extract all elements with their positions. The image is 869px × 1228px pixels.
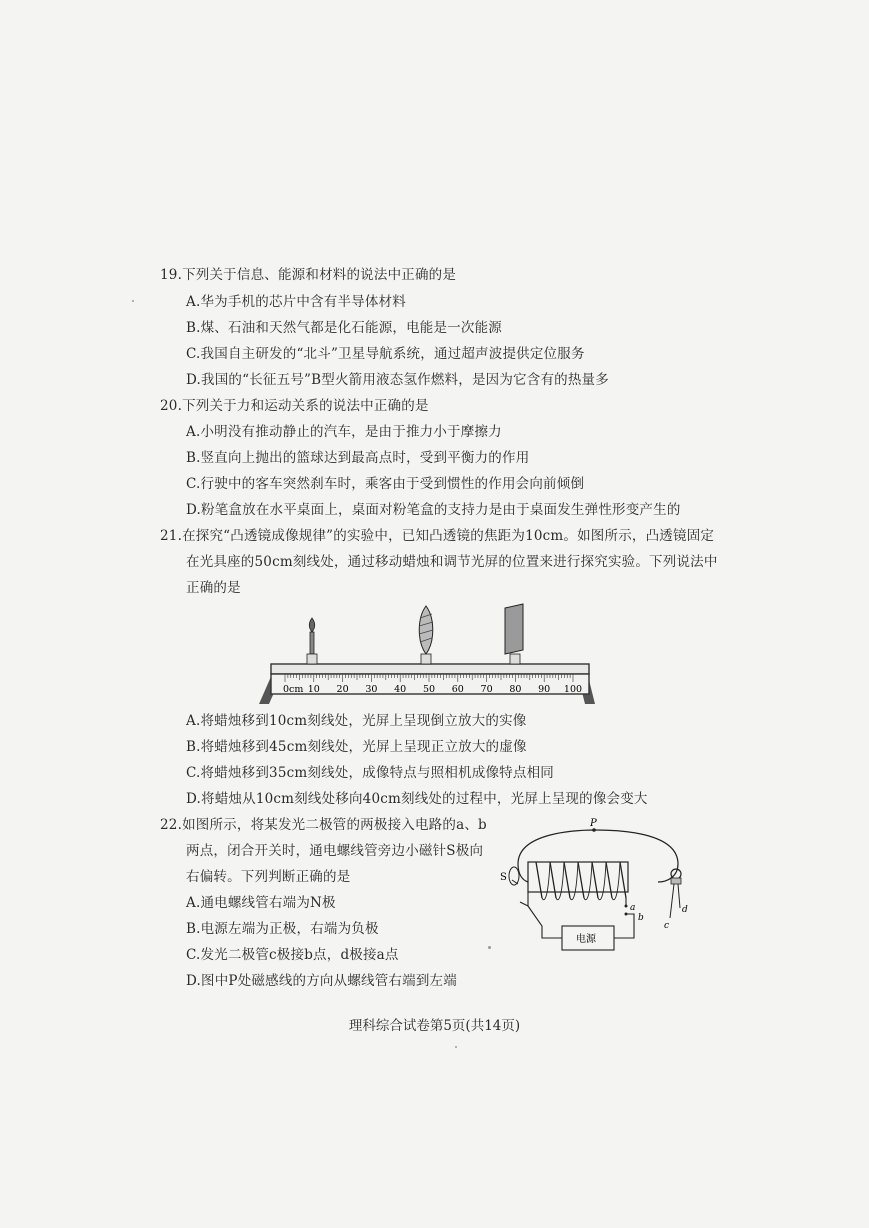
question-19-stem: 19.下列关于信息、能源和材料的说法中正确的是 bbox=[160, 267, 457, 283]
question-20-stem: 20.下列关于力和运动关系的说法中正确的是 bbox=[160, 398, 429, 414]
question-19-option-a: A.华为手机的芯片中含有半导体材料 bbox=[186, 294, 406, 310]
field-line-top bbox=[518, 830, 678, 882]
light-screen-panel bbox=[505, 604, 523, 654]
led-icon bbox=[671, 869, 681, 879]
question-20-option-d: D.粉笔盒放在水平桌面上，桌面对粉笔盒的支持力是由于桌面发生弹性形变产生的 bbox=[186, 502, 681, 518]
bench-scale-label: 60 bbox=[451, 684, 464, 695]
switch bbox=[520, 892, 528, 906]
page-footer: 理科综合试卷第5页(共14页) bbox=[348, 1018, 521, 1034]
label-p: P bbox=[590, 818, 597, 829]
question-21-option-a: A.将蜡烛移到10cm刻线处，光屏上呈现倒立放大的实像 bbox=[186, 713, 527, 729]
question-19-option-b: B.煤、石油和天然气都是化石能源，电能是一次能源 bbox=[186, 320, 503, 336]
bench-scale-label: 30 bbox=[365, 684, 378, 695]
bench-scale-label: 50 bbox=[422, 684, 436, 695]
candle bbox=[307, 618, 317, 664]
question-21-option-c: C.将蜡烛移到35cm刻线处，成像特点与照相机成像特点相同 bbox=[186, 765, 554, 781]
point-a-dot bbox=[625, 905, 628, 908]
bench-scale-label: 100 bbox=[563, 684, 583, 695]
bench-scale-label: 0cm bbox=[283, 684, 304, 695]
label-a: a bbox=[630, 903, 636, 913]
label-b: b bbox=[638, 913, 644, 923]
bench-scale-label: 70 bbox=[480, 684, 493, 695]
solenoid-circuit-figure bbox=[498, 818, 698, 958]
bench-rail bbox=[271, 664, 589, 674]
question-21-option-d: D.将蜡烛从10cm刻线处移向40cm刻线处的过程中，光屏上呈现的像会变大 bbox=[186, 791, 648, 807]
wire-right bbox=[614, 914, 634, 938]
bench-scale-label: 10 bbox=[307, 684, 320, 695]
label-c: c bbox=[664, 921, 670, 931]
led-leads bbox=[670, 884, 680, 918]
question-20-option-b: B.竖直向上抛出的篮球达到最高点时，受到平衡力的作用 bbox=[186, 450, 530, 466]
question-20-option-c: C.行驶中的客车突然刹车时，乘客由于受到惯性的作用会向前倾倒 bbox=[186, 476, 585, 492]
lens-holder bbox=[421, 654, 431, 664]
question-21-stem-line-2: 在光具座的50cm刻线处，通过移动蜡烛和调节光屏的位置来进行探究实验。下列说法中 bbox=[186, 554, 718, 570]
question-22-option-b: B.电源左端为正极，右端为负极 bbox=[186, 921, 379, 937]
question-21-stem-line-1: 21.在探究“凸透镜成像规律”的实验中，已知凸透镜的焦距为10cm。如图所示，凸透镜固定 bbox=[160, 528, 715, 544]
bench-scale-label: 20 bbox=[336, 684, 349, 695]
point-b-dot bbox=[625, 913, 628, 916]
power-source-label: 电源 bbox=[576, 934, 596, 945]
bench-scale-label: 40 bbox=[394, 684, 407, 695]
convex-lens bbox=[419, 606, 433, 664]
bench-scale-label: 90 bbox=[538, 684, 551, 695]
optical-bench-figure bbox=[255, 600, 600, 710]
bench-scale-label: 80 bbox=[509, 684, 522, 695]
question-22-option-d: D.图中P处磁感线的方向从螺线管右端到左端 bbox=[186, 973, 457, 989]
field-line-left bbox=[518, 864, 528, 882]
question-22-stem-line-2: 两点，闭合开关时，通电螺线管旁边小磁针S极向 bbox=[186, 843, 484, 859]
compass-arrow bbox=[512, 880, 518, 884]
label-s: S bbox=[500, 872, 507, 883]
led-base bbox=[671, 878, 681, 884]
convex-lens-icon bbox=[419, 606, 433, 654]
question-22-stem-line-3: 右偏转。下列判断正确的是 bbox=[186, 869, 351, 885]
light-screen bbox=[505, 604, 523, 664]
scan-speck bbox=[132, 300, 134, 302]
screen-holder bbox=[510, 654, 520, 664]
candle-holder bbox=[307, 654, 317, 664]
question-21-option-b: B.将蜡烛移到45cm刻线处，光屏上呈现正立放大的虚像 bbox=[186, 739, 527, 755]
question-22-stem-line-1: 22.如图所示，将某发光二极管的两极接入电路的a、b bbox=[160, 817, 487, 833]
scan-speck bbox=[455, 1046, 457, 1048]
question-22-option-c: C.发光二极管c极接b点，d极接a点 bbox=[186, 947, 399, 963]
question-22-option-a: A.通电螺线管右端为N极 bbox=[186, 895, 336, 911]
label-d: d bbox=[682, 905, 688, 915]
scan-speck bbox=[488, 946, 491, 949]
question-19-option-d: D.我国的“长征五号”B型火箭用液态氢作燃料，是因为它含有的热量多 bbox=[186, 372, 609, 388]
candle-flame-icon bbox=[309, 618, 314, 632]
question-19-option-c: C.我国自主研发的“北斗”卫星导航系统，通过超声波提供定位服务 bbox=[186, 346, 585, 362]
candle-stick bbox=[310, 632, 314, 654]
question-21-stem-line-3: 正确的是 bbox=[186, 580, 241, 596]
question-20-option-a: A.小明没有推动静止的汽车，是由于推力小于摩擦力 bbox=[186, 424, 502, 440]
compass-needle-icon bbox=[509, 867, 519, 885]
wire-left bbox=[528, 906, 562, 938]
